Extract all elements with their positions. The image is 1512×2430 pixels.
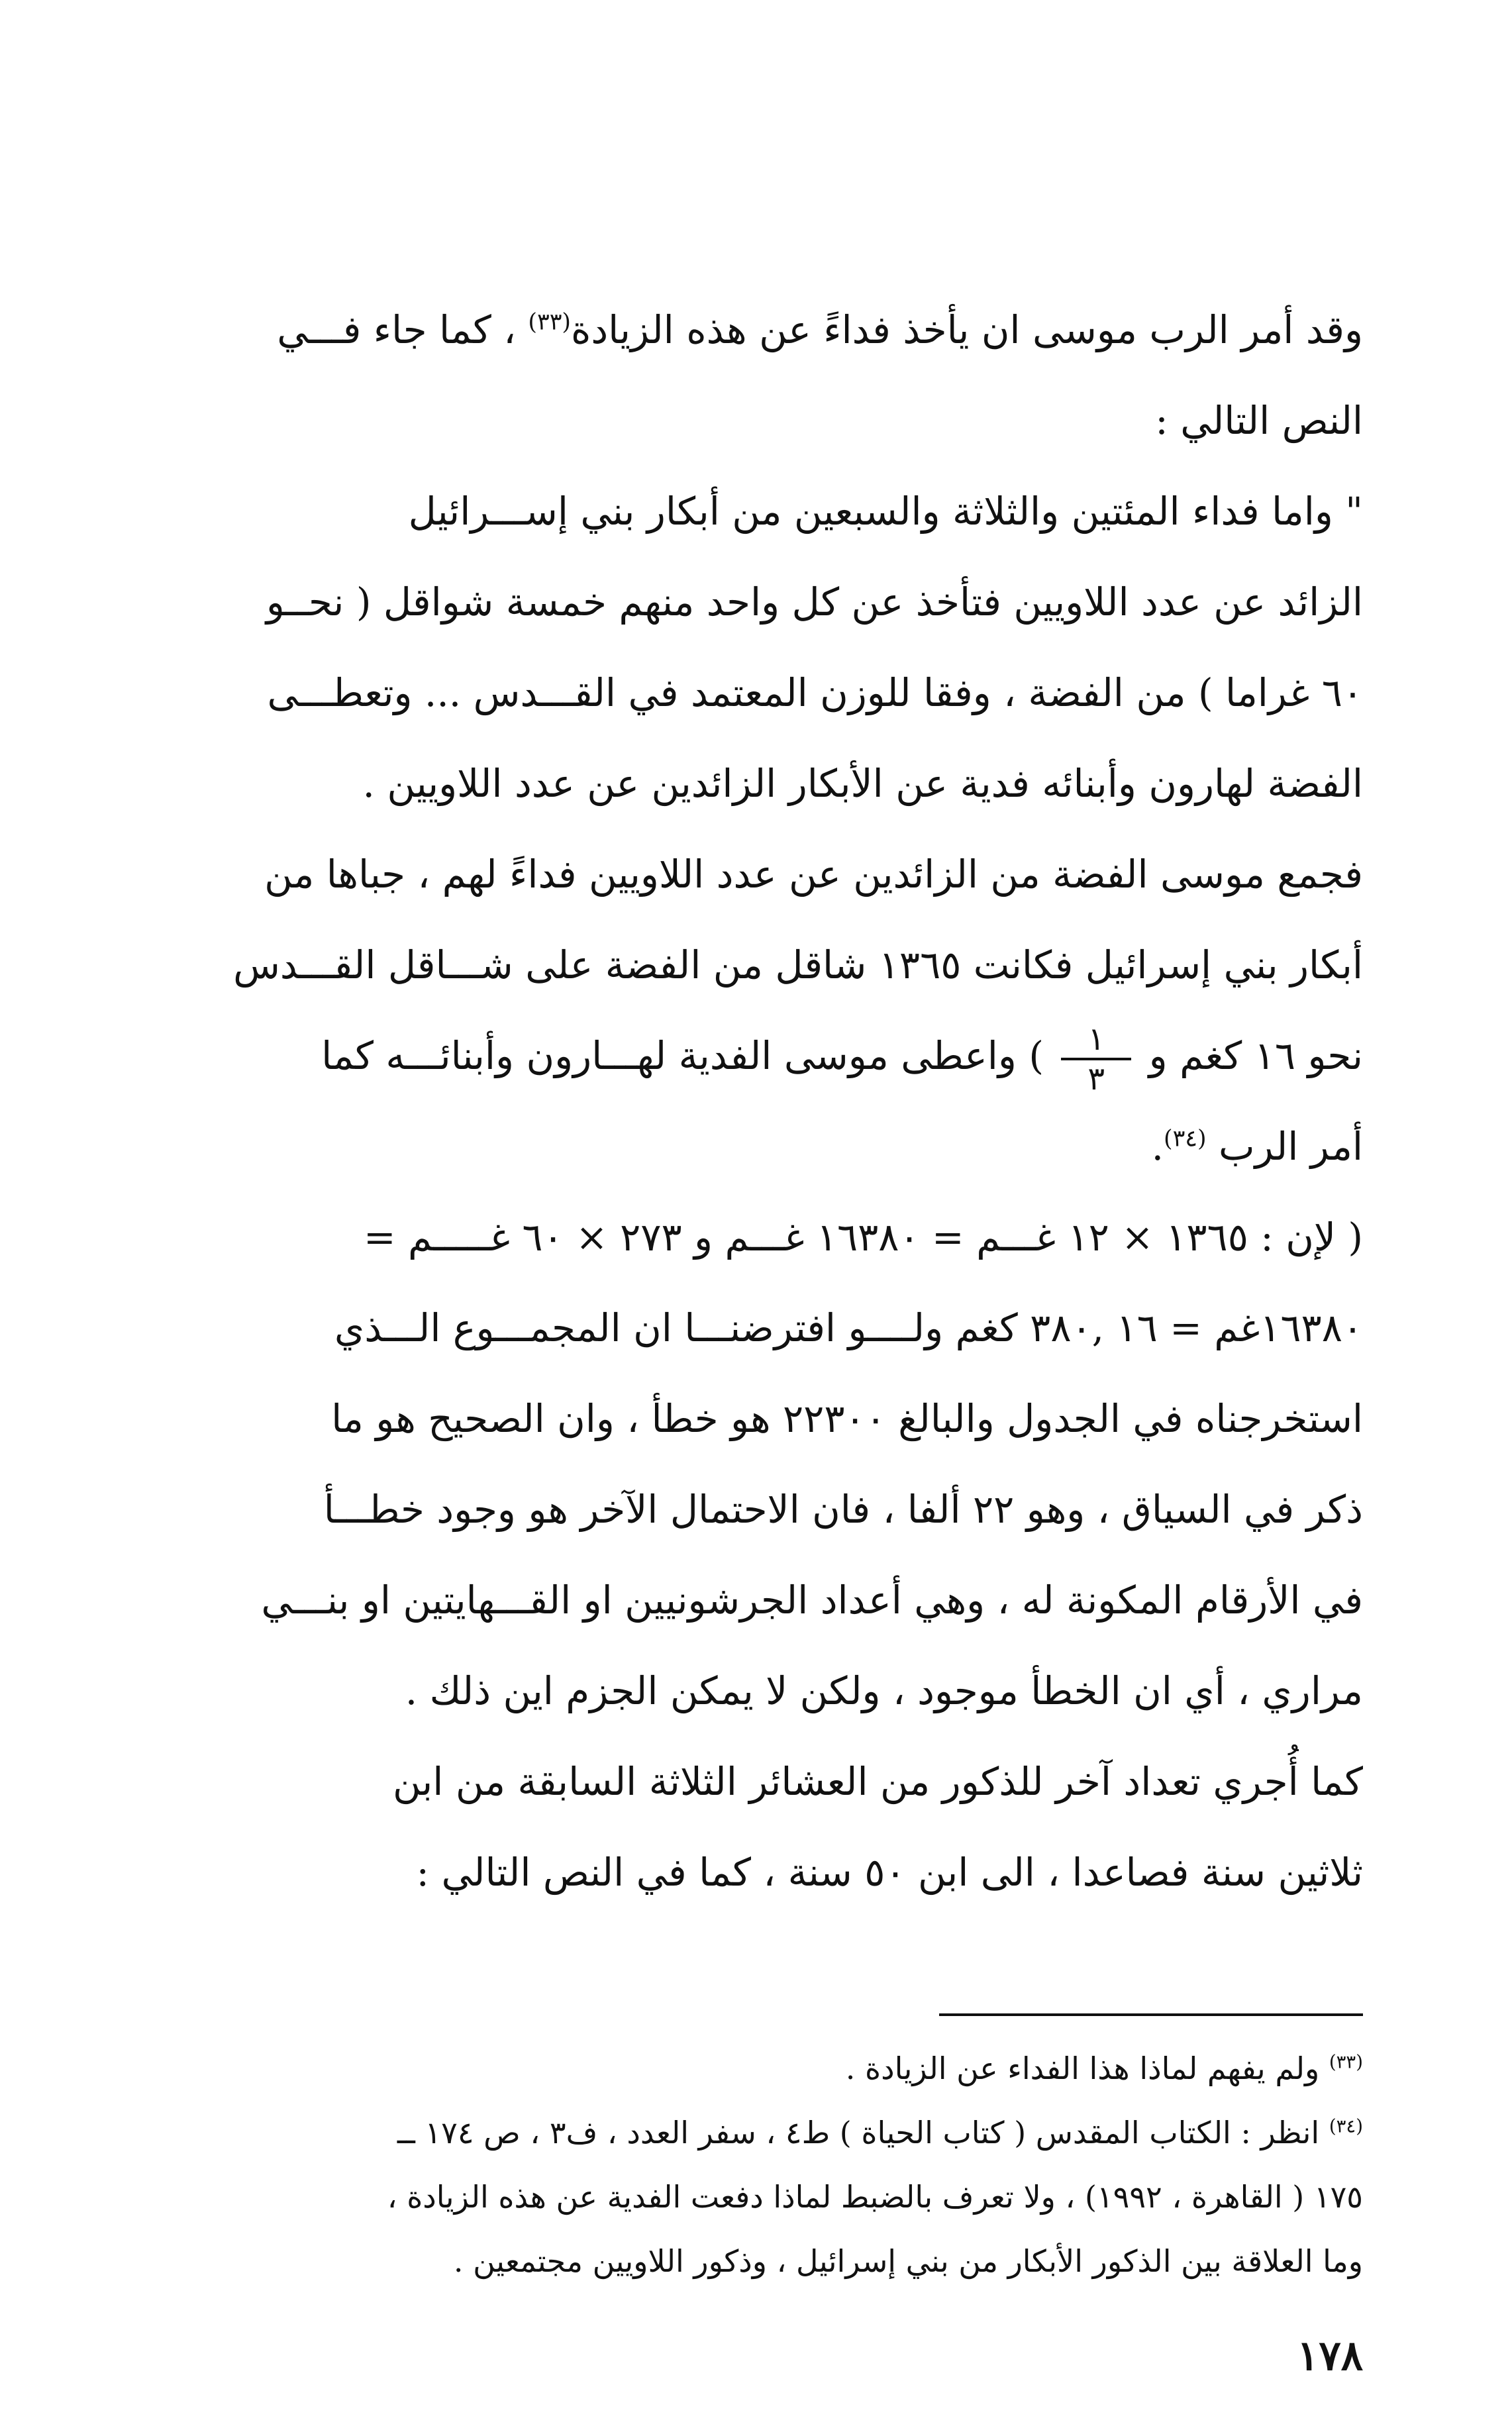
text-line: الفضة لهارون وأبنائه فدية عن الأبكار الزائدين عن عدد اللاويين .: [362, 761, 1363, 806]
text-line: مراري ، أي ان الخطأ موجود ، ولكن لا يمكن الجزم اين ذلك .: [405, 1668, 1363, 1713]
text-span: ) واعطى موسى الفدية لهـــارون وأبنائـــه كما: [321, 1033, 1044, 1078]
text-line: الزائد عن عدد اللاويين فتأخذ عن كل واحد منهم خمسة شواقل ( نحــو: [266, 580, 1363, 625]
text-span: أمر الرب: [1218, 1124, 1363, 1169]
text-line: في الأرقام المكونة له ، وهي أعداد الجرشونيين او القـــهايتين او بنـــي: [261, 1578, 1363, 1623]
text-line: ثلاثين سنة فصاعدا ، الى ابن ٥٠ سنة ، كما في النص التالي :: [416, 1850, 1363, 1895]
text-line: ١٦٣٨٠غم = ١٦ ,٣٨٠ كغم ولــــو افترضنـــا ان المجمـــوع الـــذي: [334, 1305, 1363, 1350]
footnote-text: انظر : الكتاب المقدس ( كتاب الحياة ) ط٤ ، سفر العدد ، ف٣ ، ص ١٧٤ ــ: [397, 2115, 1320, 2151]
text-line: النص التالي :: [1155, 398, 1363, 443]
fraction-denominator: ٣: [1087, 1060, 1105, 1097]
footnote-33: [158, 2037, 1363, 2101]
footnote-marker: (٣٤): [1329, 2115, 1363, 2137]
fraction-numerator: ١: [1061, 1021, 1131, 1060]
text-line: استخرجناه في الجدول والبالغ ٢٢٣٠٠ هو خطأ ، وان الصحيح هو ما: [331, 1396, 1363, 1441]
footnote-divider: [939, 2013, 1363, 2016]
footnote-34-cont: ١٧٥ ( القاهرة ، ١٩٩٢) ، ولا تعرف بالضبط لماذا دفعت الفدية عن هذه الزيادة ،: [387, 2179, 1363, 2215]
footnote-ref-34[interactable]: (٣٤): [1164, 1125, 1207, 1152]
text-line: ٦٠ غراما ) من الفضة ، وفقا للوزن المعتمد في القـــدس ... وتعطـــى: [267, 670, 1363, 715]
page-number: ١٧٨: [1297, 2331, 1363, 2380]
text-line: فجمع موسى الفضة من الزائدين عن عدد اللاويين فداءً لهم ، جباها من: [264, 852, 1363, 897]
footnote-34: [158, 2101, 1363, 2165]
text-line: ( لإن : ١٣٦٥ × ١٢ غـــم = ١٦٣٨٠ غـــم و ٢٧٣ × ٦٠ غـــــم =: [363, 1215, 1363, 1260]
text-line: أبكار بني إسرائيل فكانت ١٣٦٥ شاقل من الفضة على شـــاقل القـــدس: [233, 942, 1363, 987]
text-line: " واما فداء المئتين والثلاثة والسبعين من أبكار بني إســـرائيل: [408, 489, 1363, 534]
text-line: كما أُجري تعداد آخر للذكور من العشائر الثلاثة السابقة من ابن: [392, 1759, 1363, 1804]
footnotes: [158, 2037, 1363, 2294]
footnote-text: ولم يفهم لماذا هذا الفداء عن الزيادة .: [845, 2050, 1320, 2086]
text-span: ، كما جاء فـــي: [277, 307, 516, 352]
text-line: ذكر في السياق ، وهو ٢٢ ألفا ، فان الاحتمال الآخر هو وجود خطـــأ: [323, 1487, 1363, 1532]
fraction-one-third: [1061, 1021, 1131, 1097]
text-line: [158, 285, 1363, 376]
footnote-marker: (٣٣): [1329, 2050, 1363, 2073]
main-text: [158, 285, 1363, 1918]
text-span: .: [1151, 1124, 1164, 1169]
text-span: وقد أمر الرب موسى ان يأخذ فداءً عن هذه الزيادة: [570, 307, 1363, 352]
footnote-34-cont: وما العلاقة بين الذكور الأبكار من بني إسرائيل ، وذكور اللاويين مجتمعين .: [453, 2243, 1363, 2279]
footnote-ref-33[interactable]: (٣٣): [528, 309, 571, 336]
text-line: [158, 1101, 1363, 1192]
text-span: نحو ١٦ كغم و: [1148, 1033, 1363, 1078]
text-line: [158, 1011, 1363, 1101]
